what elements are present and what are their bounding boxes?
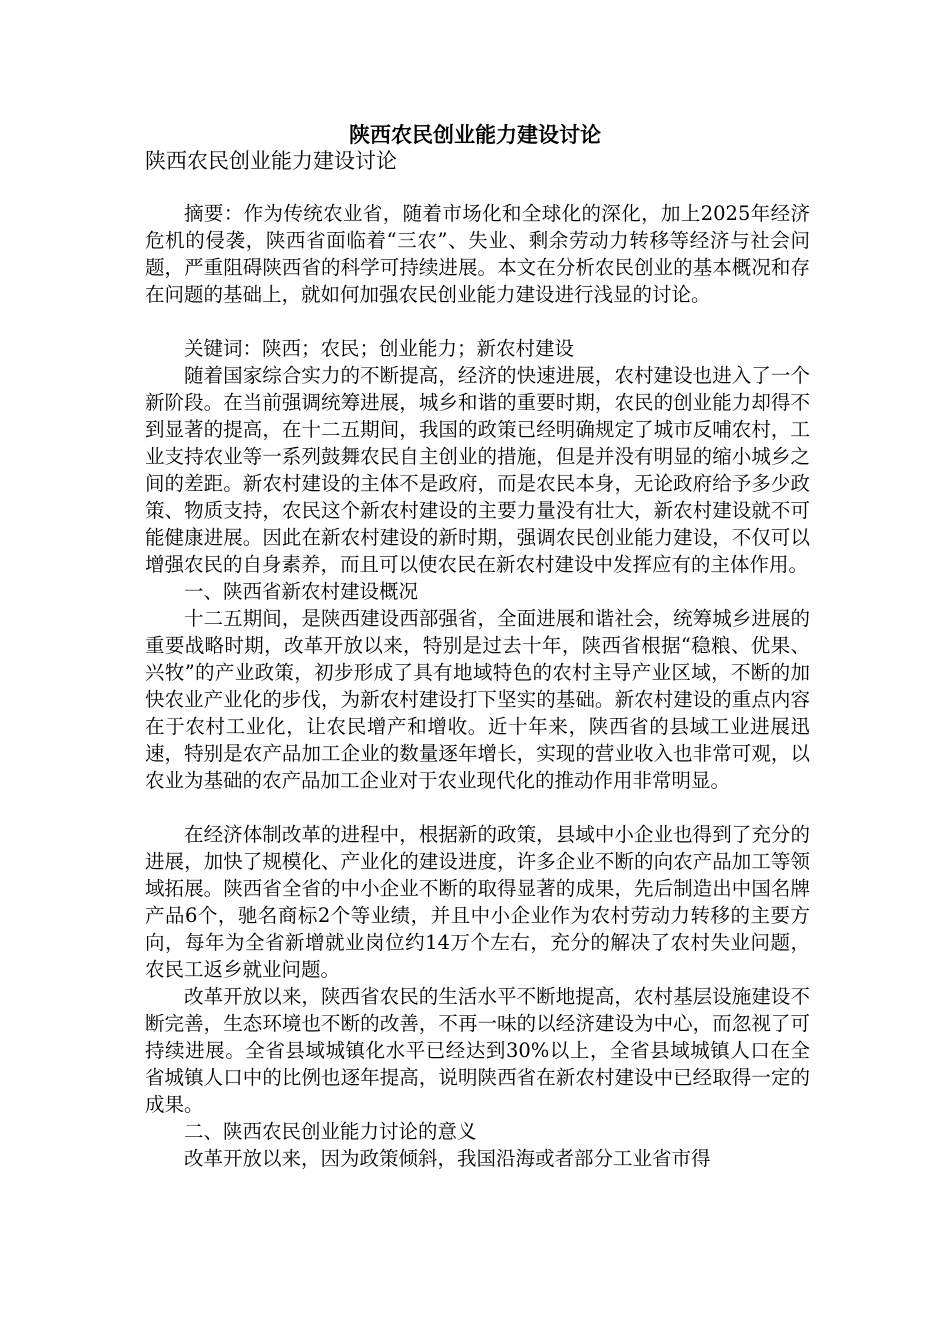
document-title: 陕西农民创业能力建设讨论 bbox=[349, 122, 601, 147]
section2-heading: 二、陕西农民创业能力讨论的意义 bbox=[184, 1120, 477, 1143]
section2-paragraph-1: 改革开放以来，因为政策倾斜，我国沿海或者部分工业省市得 bbox=[184, 1147, 711, 1170]
keywords-paragraph: 关键词：陕西；农民；创业能力；新农村建设 bbox=[184, 337, 575, 360]
document-body bbox=[145, 200, 810, 1172]
section1-paragraph-2: 在经济体制改革的进程中，根据新的政策，县域中小企业也得到了充分的进展，加快了规模化、产业化的建设进度，许多企业不断的向农产品加工等领域拓展。陕西省全省的中小企业不断的取得显著的成果，先后制造出中国名牌产品6个，驰名商标2个等业绩，并且中小企业作为农村劳动力转移的主要方向，每年为全省新增就业岗位约14万个左右，充分的解决了农村失业问题，农民工返乡就业问题。 bbox=[145, 823, 810, 981]
section1-heading: 一、陕西省新农村建设概况 bbox=[184, 580, 419, 603]
section1-paragraph-3: 改革开放以来，陕西省农民的生活水平不断地提高，农村基层设施建设不断完善，生态环境也不断的改善，不再一味的以经济建设为中心，而忽视了可持续进展。全省县域城镇化水平已经达到30%以上，全省县域城镇人口在全省城镇人口中的比例也逐年提高，说明陕西省在新农村建设中已经取得一定的成果。 bbox=[145, 985, 810, 1116]
document-subtitle: 陕西农民创业能力建设讨论 bbox=[145, 149, 397, 173]
intro-paragraph: 随着国家综合实力的不断提高，经济的快速进展，农村建设也进入了一个新阶段。在当前强调统筹进展，城乡和谐的重要时期，农民的创业能力却得不到显著的提高，在十二五期间，我国的政策已经明确规定了城市反哺农村，工业支持农业等一系列鼓舞农民自主创业的措施，但是并没有明显的缩小城乡之间的差距。新农村建设的主体不是政府，而是农民本身，无论政府给予多少政策、物质支持，农民这个新农村建设的主要力量没有壮大，新农村建设就不可能健康进展。因此在新农村建设的新时期，强调农民创业能力建设，不仅可以增强农民的自身素养，而且可以使农民在新农村建设中发挥应有的主体作用。 bbox=[145, 364, 810, 576]
section1-paragraph-1: 十二五期间，是陕西建设西部强省，全面进展和谐社会，统筹城乡进展的重要战略时期，改革开放以来，特别是过去十年，陕西省根据“稳粮、优果、兴牧”的产业政策，初步形成了具有地域特色的农村主导产业区域，不断的加快农业产业化的步伐，为新农村建设打下坚实的基础。新农村建设的重点内容在于农村工业化，让农民增产和增收。近十年来，陕西省的县域工业进展迅速，特别是农产品加工企业的数量逐年增长，实现的营业收入也非常可观，以农业为基础的农产品加工企业对于农业现代化的推动作用非常明显。 bbox=[145, 607, 810, 792]
abstract-paragraph: 摘要：作为传统农业省，随着市场化和全球化的深化，加上2025年经济危机的侵袭，陕西省面临着“三农”、失业、剩余劳动力转移等经济与社会问题，严重阻碍陕西省的科学可持续进展。本文在分析农民创业的基本概况和存在问题的基础上，就如何加强农民创业能力建设进行浅显的讨论。 bbox=[145, 202, 810, 306]
